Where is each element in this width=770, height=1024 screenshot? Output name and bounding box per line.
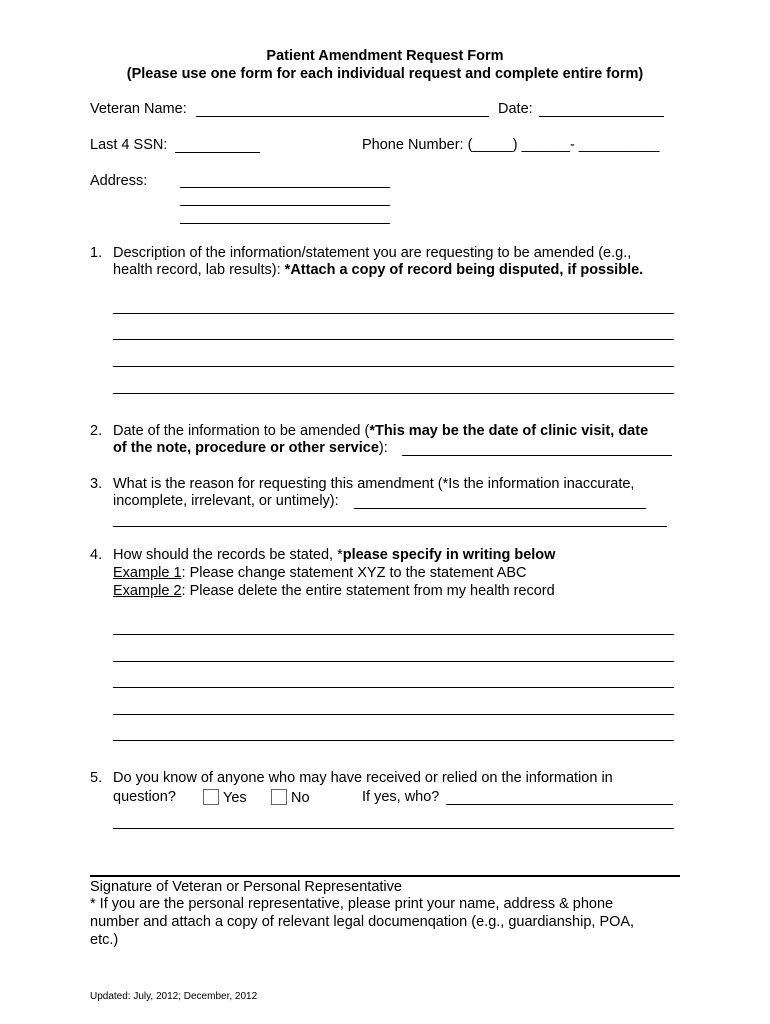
- form-subtitle: (Please use one form for each individual request and complete entire form): [126, 66, 644, 82]
- q1-text-line1: Description of the information/statement you are requesting to be amended (e.g.,: [113, 245, 632, 261]
- q4-example-1: [113, 565, 527, 581]
- form-title: Patient Amendment Request Form: [266, 48, 504, 64]
- rep-note-line2: number and attach a copy of relevant legal documenqation (e.g., guardianship, POA,: [90, 914, 635, 930]
- rep-note-line3: etc.): [90, 932, 119, 948]
- q3-text-line1: What is the reason for requesting this amendment (*Is the information inaccurate,: [113, 476, 635, 492]
- veteran-name-field[interactable]: [196, 116, 489, 117]
- q3-answer-line[interactable]: [354, 508, 646, 509]
- address-label: Address:: [90, 173, 148, 189]
- yes-checkbox-group[interactable]: [203, 789, 247, 806]
- yes-checkbox[interactable]: [203, 789, 219, 805]
- address-line-1[interactable]: [180, 187, 390, 188]
- q5-text-line2: question?: [113, 789, 176, 805]
- q5-text-line1: Do you know of anyone who may have received or relied on the information in: [113, 770, 613, 786]
- q2-answer-line[interactable]: [402, 455, 672, 456]
- q1-text-line2: [113, 262, 643, 278]
- yes-label: Yes: [223, 790, 247, 806]
- q5-who-line[interactable]: [446, 804, 673, 805]
- q2-text-line1: [113, 423, 648, 439]
- no-checkbox-group[interactable]: [271, 789, 310, 806]
- date-field[interactable]: [539, 116, 664, 117]
- rep-note-line1: * If you are the personal representative, please print your name, address & phone: [90, 896, 614, 912]
- q4-answer-line[interactable]: [113, 714, 674, 715]
- q3-number: 3.: [90, 476, 103, 492]
- q4-answer-line[interactable]: [113, 687, 674, 688]
- q4-text-bold: please specify in writing below: [342, 547, 556, 563]
- veteran-name-label: Veteran Name:: [90, 101, 187, 117]
- address-line-2[interactable]: [180, 205, 390, 206]
- q1-text-bold: *Attach a copy of record being disputed, if possible.: [284, 262, 644, 278]
- phone-label[interactable]: Phone Number: (_____) ______- __________: [362, 137, 660, 153]
- q4-example-2: [113, 583, 555, 599]
- ssn-label: Last 4 SSN:: [90, 137, 168, 153]
- q5-answer-line[interactable]: [113, 828, 674, 829]
- q3-answer-line[interactable]: [113, 526, 667, 527]
- q3-text-line2: incomplete, irrelevant, or untimely):: [113, 493, 339, 509]
- q4-text-line1: [113, 547, 555, 563]
- q5-number: 5.: [90, 770, 103, 786]
- q4-example-1-label: Example 1: [113, 565, 182, 581]
- q4-answer-line[interactable]: [113, 661, 674, 662]
- q1-answer-line[interactable]: [113, 393, 674, 394]
- q4-answer-line[interactable]: [113, 740, 674, 741]
- q4-example-2-text: : Please delete the entire statement from my health record: [181, 583, 555, 599]
- no-checkbox[interactable]: [271, 789, 287, 805]
- ssn-field[interactable]: [175, 152, 260, 153]
- signature-line[interactable]: [90, 875, 680, 877]
- q2-text-plain: Date of the information to be amended (: [113, 423, 370, 439]
- q2-text-bold: *This may be the date of clinic visit, date: [369, 423, 649, 439]
- no-label: No: [291, 790, 310, 806]
- q4-example-2-label: Example 2: [113, 583, 182, 599]
- date-label: Date:: [498, 101, 533, 117]
- q4-text-plain: How should the records be stated, *: [113, 547, 343, 563]
- q2-text-line2: [113, 440, 388, 456]
- updated-note: Updated: July, 2012; December, 2012: [90, 991, 258, 1002]
- q1-text-plain: health record, lab results):: [113, 262, 285, 278]
- q2-text-bold2: of the note, procedure or other service: [113, 440, 379, 456]
- if-yes-label: If yes, who?: [362, 789, 440, 805]
- q4-answer-line[interactable]: [113, 634, 674, 635]
- q4-example-1-text: : Please change statement XYZ to the statement ABC: [181, 565, 527, 581]
- q1-number: 1.: [90, 245, 103, 261]
- q1-answer-line[interactable]: [113, 313, 674, 314]
- q1-answer-line[interactable]: [113, 366, 674, 367]
- address-line-3[interactable]: [180, 223, 390, 224]
- q4-number: 4.: [90, 547, 103, 563]
- signature-label: Signature of Veteran or Personal Representative: [90, 879, 402, 895]
- q2-text-plain2: ):: [378, 440, 388, 456]
- q1-answer-line[interactable]: [113, 339, 674, 340]
- q2-number: 2.: [90, 423, 103, 439]
